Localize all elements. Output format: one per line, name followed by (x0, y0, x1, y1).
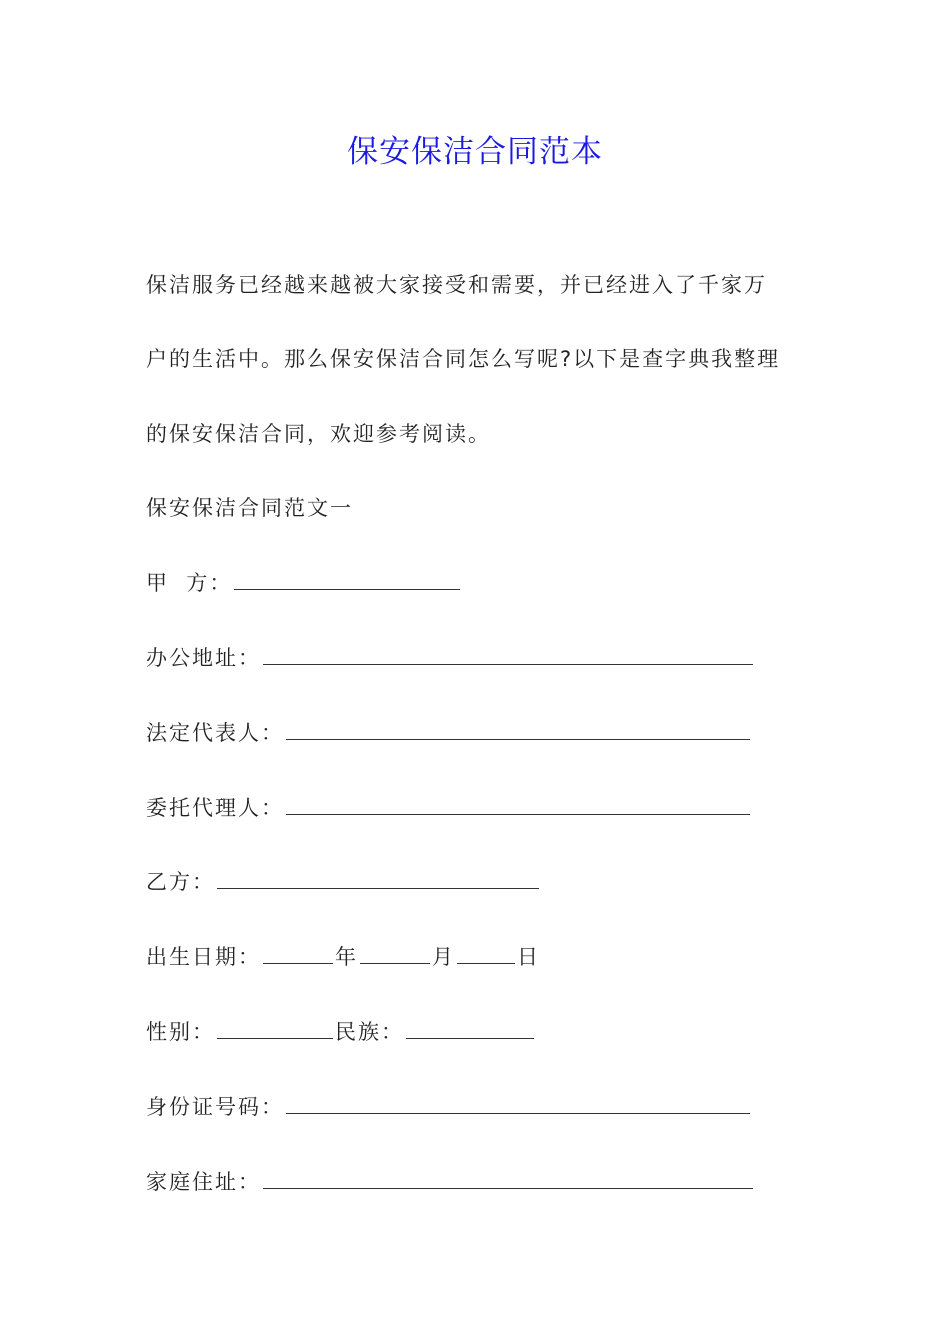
document-title: 保安保洁合同范本 (347, 134, 603, 170)
legal-rep-blank[interactable] (286, 719, 750, 740)
gender-label: 性别： (146, 1020, 215, 1044)
ethnicity-label: 民族： (335, 1020, 404, 1044)
party-b-label: 乙方： (146, 870, 215, 894)
year-label: 年 (335, 945, 358, 969)
party-b-row (146, 867, 541, 897)
party-a-row (146, 568, 462, 598)
home-address-label: 家庭住址： (146, 1170, 261, 1194)
party-a-label: 甲 方： (146, 571, 233, 595)
party-a-blank[interactable] (234, 569, 460, 590)
birth-day-blank[interactable] (457, 943, 515, 964)
id-number-blank[interactable] (286, 1093, 750, 1114)
office-address-row (146, 643, 755, 673)
intro-line-3: 的保安保洁合同，欢迎参考阅读。 (146, 422, 491, 446)
section-heading: 保安保洁合同范文一 (146, 496, 353, 520)
office-address-label: 办公地址： (146, 646, 261, 670)
gender-blank[interactable] (217, 1018, 333, 1039)
id-number-row (146, 1092, 752, 1122)
birth-month-blank[interactable] (360, 943, 430, 964)
party-b-blank[interactable] (217, 868, 539, 889)
agent-blank[interactable] (286, 794, 750, 815)
legal-rep-row (146, 718, 752, 748)
month-label: 月 (432, 945, 455, 969)
birth-date-row (146, 942, 540, 972)
gender-ethnicity-row (146, 1017, 536, 1047)
intro-line-1: 保洁服务已经越来越被大家接受和需要，并已经进入了千家万 (146, 273, 767, 297)
intro-line-2: 户的生活中。那么保安保洁合同怎么写呢?以下是查字典我整理 (146, 347, 781, 371)
legal-rep-label: 法定代表人： (146, 721, 284, 745)
id-number-label: 身份证号码： (146, 1095, 284, 1119)
day-label: 日 (517, 945, 540, 969)
ethnicity-blank[interactable] (406, 1018, 534, 1039)
home-address-blank[interactable] (263, 1168, 753, 1189)
birth-date-label: 出生日期： (146, 945, 261, 969)
home-address-row (146, 1167, 755, 1197)
office-address-blank[interactable] (263, 644, 753, 665)
agent-row (146, 793, 752, 823)
birth-year-blank[interactable] (263, 943, 333, 964)
agent-label: 委托代理人： (146, 796, 284, 820)
